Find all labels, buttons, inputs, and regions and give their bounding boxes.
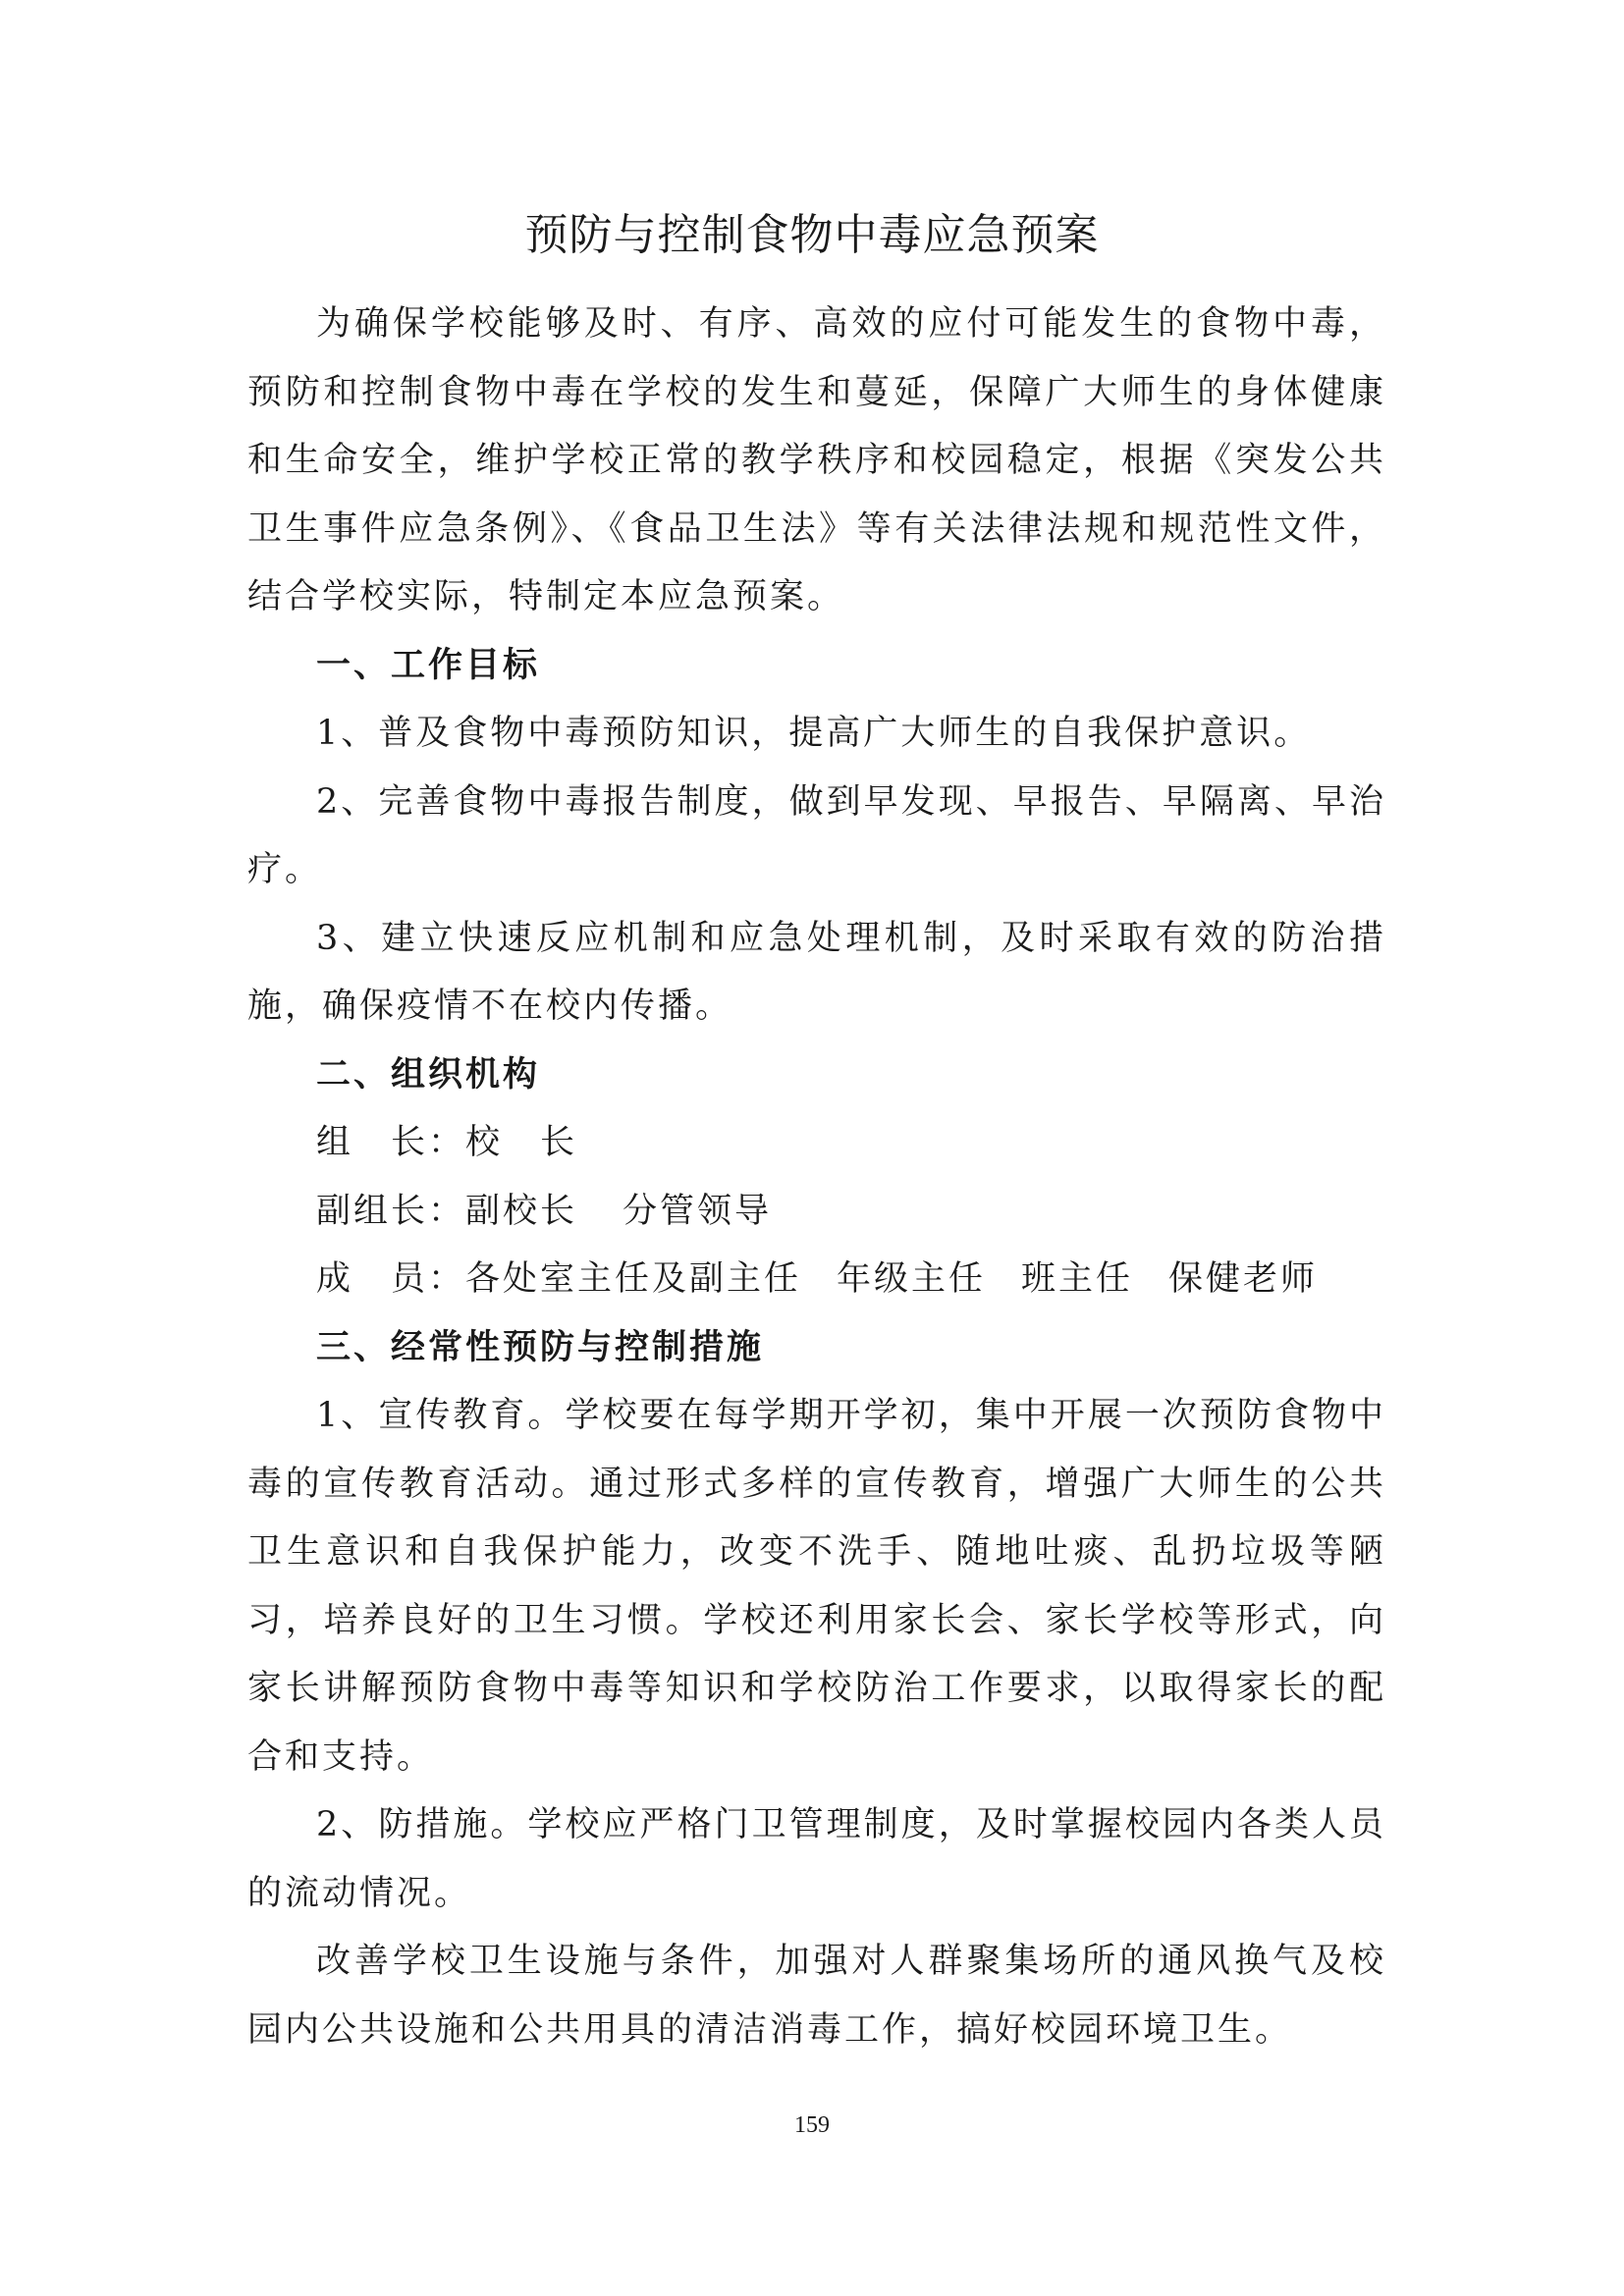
org-member-role-3: 保健老师: [1168, 1259, 1319, 1299]
org-member-role-2: 班主任: [1021, 1259, 1134, 1299]
goal-item-3: 3、建立快速反应机制和应急处理机制，及时采取有效的防治措施，确保疫情不在校内传播。: [247, 918, 1386, 1026]
org-member-role-1: 年级主任: [837, 1259, 987, 1299]
org-deputy-extra: 分管领导: [623, 1191, 773, 1231]
intro-paragraph: 为确保学校能够及时、有序、高效的应付可能发生的食物中毒，预防和控制食物中毒在学校的发生和蔓延，保障广大师生的身体健康和生命安全，维护学校正常的教学秩序和校园稳定，根据《突发公共卫生事件应急条例》、《食品卫生法》等有关法律法规和规范性文件，结合学校实际，特制定本应急预案。: [247, 304, 1386, 616]
document-title: 预防与控制食物中毒应急预案: [524, 210, 1100, 260]
section-heading-organization: 二、组织机构: [316, 1054, 541, 1095]
document-body: [247, 291, 1386, 2064]
measure-paragraph-3: 改善学校卫生设施与条件，加强对人群聚集场所的通风换气及校园内公共设施和公共用具的清洁消毒工作，搞好校园环境卫生。: [247, 1942, 1386, 2050]
org-members-line: [247, 1246, 1386, 1314]
org-deputy-label: 副组长：副校长: [316, 1191, 578, 1231]
measure-paragraph-2: 2、防措施。学校应严格门卫管理制度，及时掌握校园内各类人员的流动情况。: [247, 1805, 1386, 1913]
goal-item-2: 2、完善食物中毒报告制度，做到早发现、早报告、早隔离、早治疗。: [247, 781, 1386, 889]
section-heading-measures: 三、经常性预防与控制措施: [316, 1327, 765, 1367]
org-leader-line: 组 长：校 长: [316, 1123, 578, 1162]
goal-item-1: 1、普及食物中毒预防知识，提高广大师生的自我保护意识。: [316, 714, 1312, 753]
section-heading-goals: 一、工作目标: [316, 645, 541, 685]
page-number: 159: [794, 2112, 830, 2138]
org-members-label: 成 员：各处室主任及副主任: [316, 1259, 802, 1299]
org-deputy-line: [247, 1178, 1386, 1247]
measure-paragraph-1: 1、宣传教育。学校要在每学期开学初，集中开展一次预防食物中毒的宣传教育活动。通过形式多样的宣传教育，增强广大师生的公共卫生意识和自我保护能力，改变不洗手、随地吐痰、乱扔垃圾等陋习，培养良好的卫生习惯。学校还利用家长会、家长学校等形式，向家长讲解预防食物中毒等知识和学校防治工作要求，以取得家长的配合和支持。: [247, 1396, 1386, 1777]
